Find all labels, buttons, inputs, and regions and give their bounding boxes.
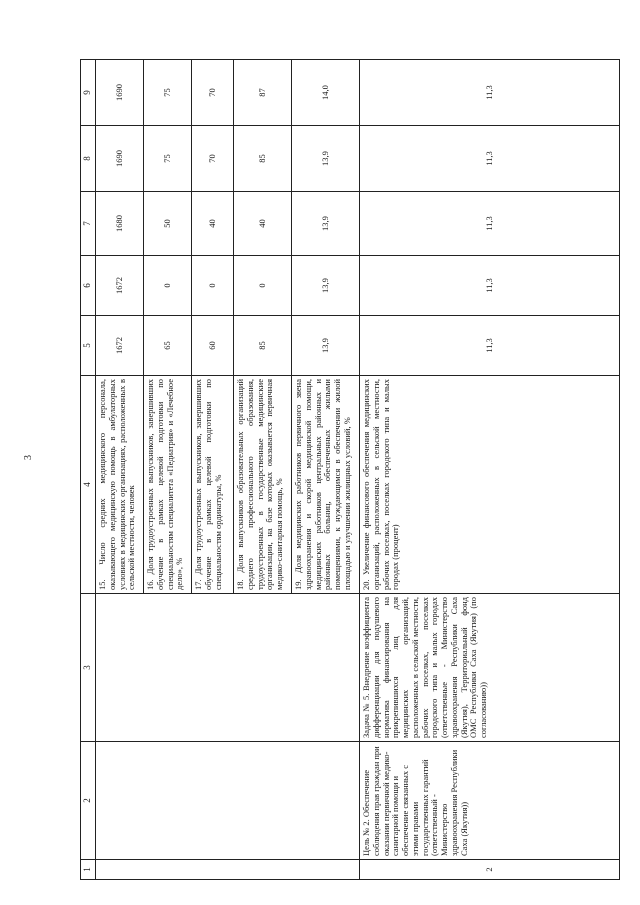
value-cell: 1672 bbox=[96, 316, 144, 376]
value-cell: 40 bbox=[192, 192, 234, 256]
indicator-cell: 16. Доля трудоустроенных выпускников, завершивших обучение в рамках целевой подготовки по специальностям специалитета «Педиатрия» и «Лечебное дело», % bbox=[144, 376, 192, 594]
value-cell: 1690 bbox=[96, 60, 144, 126]
value-cell: 1680 bbox=[96, 192, 144, 256]
header-cell: 9 bbox=[81, 60, 96, 126]
header-cell: 3 bbox=[81, 594, 96, 742]
value-cell: 11,3 bbox=[360, 256, 620, 316]
indicator-cell: 18. Доля выпускников образовательных организаций среднего профессионального образования, трудоустроенных в государственные медицинские организации, на базе которых оказывается первичная медико-санитарная помощь, % bbox=[234, 376, 292, 594]
value-cell: 0 bbox=[192, 256, 234, 316]
value-cell: 13,9 bbox=[292, 256, 360, 316]
value-cell: 85 bbox=[234, 126, 292, 192]
value-cell: 11,3 bbox=[360, 316, 620, 376]
value-cell: 65 bbox=[144, 316, 192, 376]
value-cell: 70 bbox=[192, 60, 234, 126]
empty-cell bbox=[96, 742, 360, 860]
value-cell: 11,3 bbox=[360, 126, 620, 192]
value-cell: 13,9 bbox=[292, 192, 360, 256]
indicator-cell: 19. Доля медицинских работников первичного звена здравоохранения и скорой медицинской помощи, медицинских работников центральных районных и районных больниц, обеспеченных жилыми помещениями, к нуждающимся в обеспечении жилой площадью и улучшении жилищных условий, % bbox=[292, 376, 360, 594]
header-cell: 8 bbox=[81, 126, 96, 192]
value-cell: 60 bbox=[192, 316, 234, 376]
header-cell: 5 bbox=[81, 316, 96, 376]
table-row bbox=[96, 60, 144, 880]
empty-cell bbox=[96, 860, 360, 880]
header-cell: 4 bbox=[81, 376, 96, 594]
value-cell: 50 bbox=[144, 192, 192, 256]
value-cell: 70 bbox=[192, 126, 234, 192]
header-cell: 7 bbox=[81, 192, 96, 256]
indicator-cell: 17. Доля трудоустроенных выпускников, завершивших обучение в рамках целевой подготовки по специальностям ординатуры, % bbox=[192, 376, 234, 594]
value-cell: 87 bbox=[234, 60, 292, 126]
value-cell: 11,3 bbox=[360, 192, 620, 256]
value-cell: 75 bbox=[144, 126, 192, 192]
table-row bbox=[360, 60, 620, 880]
value-cell: 75 bbox=[144, 60, 192, 126]
empty-cell bbox=[96, 594, 360, 742]
column-number-row bbox=[81, 60, 96, 880]
value-cell: 1672 bbox=[96, 256, 144, 316]
page-number: 3 bbox=[23, 455, 34, 460]
indicator-cell: 15. Число средних медицинского персонала, оказывающего медицинскую помощь в амбулаторных условиях в медицинских организациях, расположенных в сельской местности, человек bbox=[96, 376, 144, 594]
value-cell: 1690 bbox=[96, 126, 144, 192]
header-cell: 1 bbox=[81, 860, 96, 880]
value-cell: 40 bbox=[234, 192, 292, 256]
rotated-page-area bbox=[80, 60, 620, 880]
value-cell: 13,9 bbox=[292, 316, 360, 376]
value-cell: 0 bbox=[234, 256, 292, 316]
value-cell: 11,3 bbox=[360, 60, 620, 126]
value-cell: 85 bbox=[234, 316, 292, 376]
value-cell: 0 bbox=[144, 256, 192, 316]
indicator-cell: 20. Увеличение финансового обеспечения медицинских организаций, расположенных в сельской местности, рабочих поселках, поселках городского типа и малых городах (процент) bbox=[360, 376, 620, 594]
task-cell: Задача № 5. Внедрение коэффициента дифференциации для подушевого норматива финансирования на прикрепившихся лиц для медицинских организаций, расположенных в сельской местности, рабочих поселках, поселках городского типа и малых городах (ответственные - Министерство здравоохранения Республики Саха (Якутия), Территориальный фонд ОМС Республики Саха (Якутия) (по согласованию)) bbox=[360, 594, 620, 742]
header-cell: 2 bbox=[81, 742, 96, 860]
value-cell: 14,0 bbox=[292, 60, 360, 126]
value-cell: 13,9 bbox=[292, 126, 360, 192]
header-cell: 6 bbox=[81, 256, 96, 316]
document-sheet bbox=[80, 60, 620, 880]
indicators-table bbox=[80, 59, 620, 880]
row-number-cell: 2 bbox=[360, 860, 620, 880]
goal-cell: Цель № 2. Обеспечение соблюдения прав граждан при оказании первичной медико-санитарной помощи и обеспечение связанных с этими правами государственных гарантий (ответственный - Министерство здравоохранения Республики Саха (Якутия)) bbox=[360, 742, 620, 860]
